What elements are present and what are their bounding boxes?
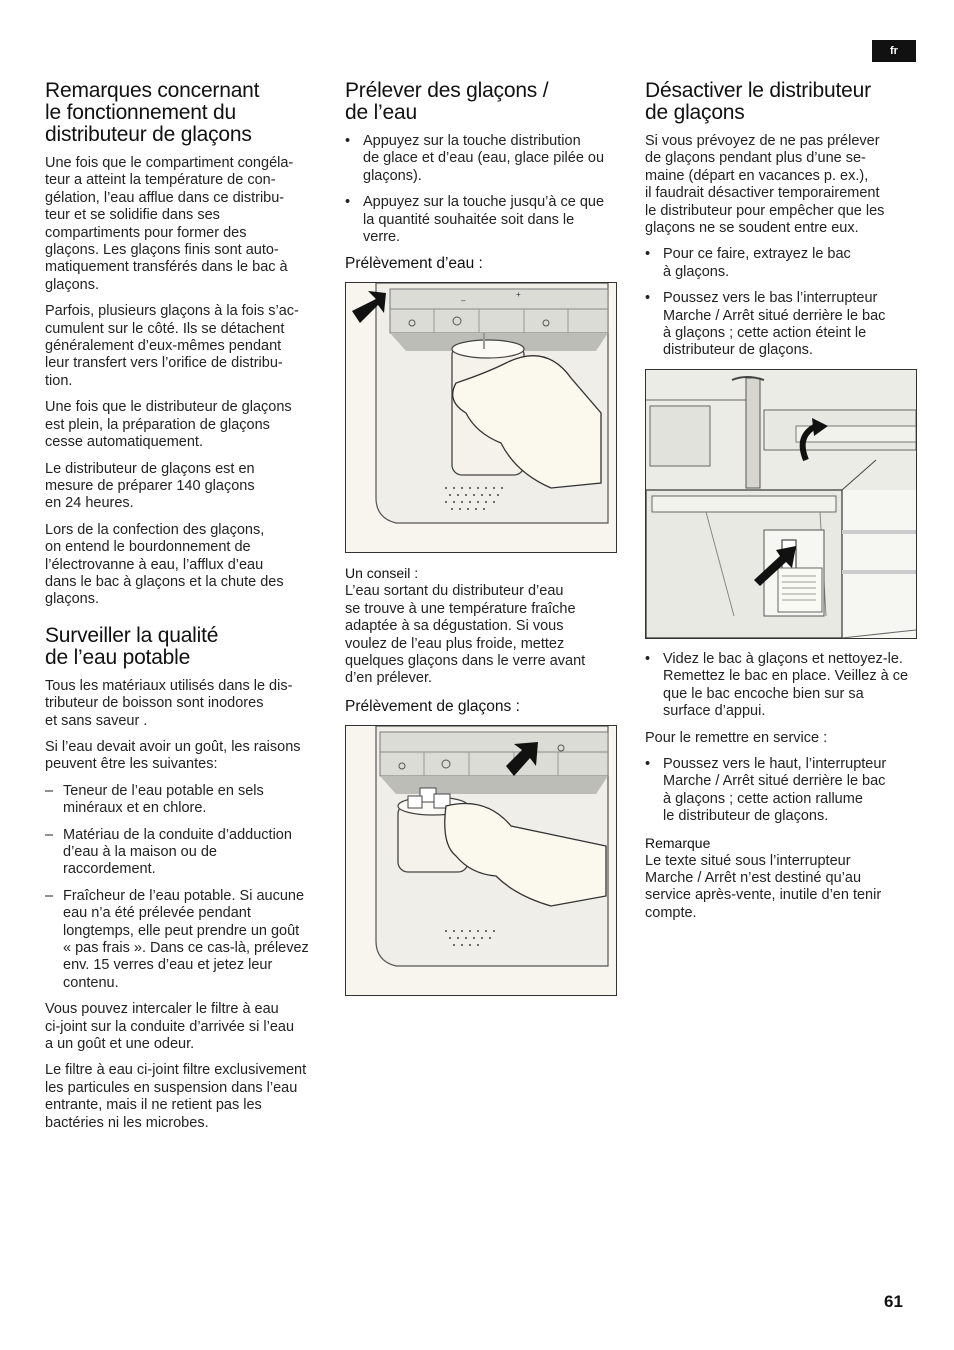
heading-water-quality: Surveiller la qualité de l’eau potable bbox=[45, 623, 219, 669]
dispenser-ice-illustration bbox=[346, 726, 616, 995]
ice-cube-icon bbox=[408, 796, 422, 808]
heading-water-dispense: Prélèvement d’eau : bbox=[345, 255, 483, 273]
column-left bbox=[45, 80, 327, 1141]
deactivate-steps-list bbox=[645, 246, 920, 359]
list-item: • Appuyez sur la touche jusqu’à ce que la quantité souhaitée soit dans le verre. bbox=[345, 194, 605, 246]
paragraph: Parfois, plusieurs glaçons à la fois s’ac- cumulent sur le côté. Ils se détachent généralement d’eux-mêmes pendant leur transfert vers l’orifice de distribu- tion. bbox=[45, 303, 299, 389]
figure-ice-dispense bbox=[345, 725, 617, 996]
restart-steps-list bbox=[645, 756, 920, 826]
heading-ice-maker-remarks: Remarques concernant le fonctionnement du distributeur de glaçons bbox=[45, 79, 260, 146]
list-item: – Matériau de la conduite d’adduction d’eau à la maison ou de raccordement. bbox=[45, 826, 292, 878]
paragraph: Si l’eau devait avoir un goût, les raisons peuvent être les suivantes: bbox=[45, 738, 301, 773]
list-item: – Teneur de l’eau potable en sels minéraux et en chlore. bbox=[45, 782, 264, 817]
section-ice-maker-body bbox=[45, 155, 327, 609]
dispenser-water-illustration bbox=[346, 283, 616, 552]
paragraph: Le distributeur de glaçons est en mesure de préparer 140 glaçons en 24 heures. bbox=[45, 460, 255, 512]
clean-steps-list bbox=[645, 651, 920, 721]
list-item: • Pour ce faire, extrayez le bac à glaçons. bbox=[645, 246, 851, 280]
paragraph: Lors de la confection des glaçons, on entend le bourdonnement de l’électrovanne à eau, l’afflux d’eau dans le bac à glaçons et la chute des glaçons. bbox=[45, 521, 284, 608]
note-heading: Remarque bbox=[645, 834, 711, 851]
paragraph: Le filtre à eau ci-joint filtre exclusivement les particules en suspension dans l’eau entrante, mais il ne retient pas les bactéries ni les microbes. bbox=[45, 1062, 307, 1131]
figure-ice-switch bbox=[645, 369, 917, 639]
paragraph: Tous les matériaux utilisés dans le dis- tributeur de boisson sont inodores et sans saveur . bbox=[45, 677, 293, 729]
page-number: 61 bbox=[884, 1292, 903, 1311]
deactivate-intro: Si vous prévoyez de ne pas prélever de glaçons pendant plus d’une se- maine (départ en vacances p. ex.), il faudrait désactiver temporairement le distributeur pour empêcher que les glaçons ne se soudent entre eux. bbox=[645, 133, 885, 237]
column-middle bbox=[345, 80, 620, 1008]
figure-water-dispense bbox=[345, 282, 617, 553]
heading-dispense: Prélever des glaçons / de l’eau bbox=[345, 79, 549, 124]
list-item: • Poussez vers le haut, l’interrupteur Marche / Arrêt situé derrière le bac à glaçons ; cette action rallume le distributeur de glaçons. bbox=[645, 755, 887, 825]
heading-ice-dispense: Prélèvement de glaçons : bbox=[345, 697, 520, 715]
panel-minus-label: – bbox=[461, 296, 466, 306]
dash-list bbox=[45, 783, 327, 992]
list-item: • Videz le bac à glaçons et nettoyez-le. Remettez le bac en place. Veillez à ce que le bac encoche bien sur sa surface d’appui. bbox=[645, 650, 909, 720]
list-item: • Appuyez sur la touche distribution de glace et d’eau (eau, glace pilée ou glaçons). bbox=[345, 133, 605, 184]
paragraph: Vous pouvez intercaler le filtre à eau ci-joint sur la conduite d’arrivée si l’eau a un goût et une odeur. bbox=[45, 1001, 295, 1053]
restart-intro: Pour le remettre en service : bbox=[645, 729, 828, 746]
ice-maker-switch-illustration bbox=[646, 370, 916, 638]
language-badge: fr bbox=[872, 40, 916, 62]
section-water-quality-body bbox=[45, 678, 327, 1132]
panel-plus-label: + bbox=[516, 290, 521, 300]
list-item: • Poussez vers le bas l’interrupteur Marche / Arrêt situé derrière le bac à glaçons ; cette action éteint le distributeur de glaçons. bbox=[645, 290, 886, 359]
tip-heading: Un conseil : bbox=[345, 565, 419, 582]
tip-text: L’eau sortant du distributeur d’eau se trouve à une température fraîche adaptée à sa dégustation. Si vous voulez de l’eau plus froide, mettez quelques glaçons dans le verre avant d’en prélever. bbox=[345, 583, 586, 687]
column-right bbox=[645, 80, 920, 931]
note-text: Le texte situé sous l’interrupteur Marche / Arrêt n’est destiné qu’au service après-vente, inutile d’en tenir compte. bbox=[645, 852, 882, 921]
paragraph: Une fois que le compartiment congéla- teur a atteint la température de con- gélation, l’eau afflue dans ce distribu- teur et se solidifie dans ses compartiments pour former des glaçons. Les glaçons finis sont auto- matiquement transférés dans le bac à glaçons. bbox=[45, 155, 294, 293]
paragraph: Une fois que le distributeur de glaçons est plein, la préparation de glaçons cesse automatiquement. bbox=[45, 399, 292, 451]
heading-deactivate: Désactiver le distributeur de glaçons bbox=[645, 79, 871, 124]
dispense-steps-list bbox=[345, 133, 620, 246]
list-item: – Fraîcheur de l’eau potable. Si aucune eau n’a été prélevée pendant longtemps, elle peut prendre un goût « pas frais ». Dans ce cas-là, prélevez env. 15 verres d’eau et jetez leur contenu. bbox=[45, 887, 309, 991]
